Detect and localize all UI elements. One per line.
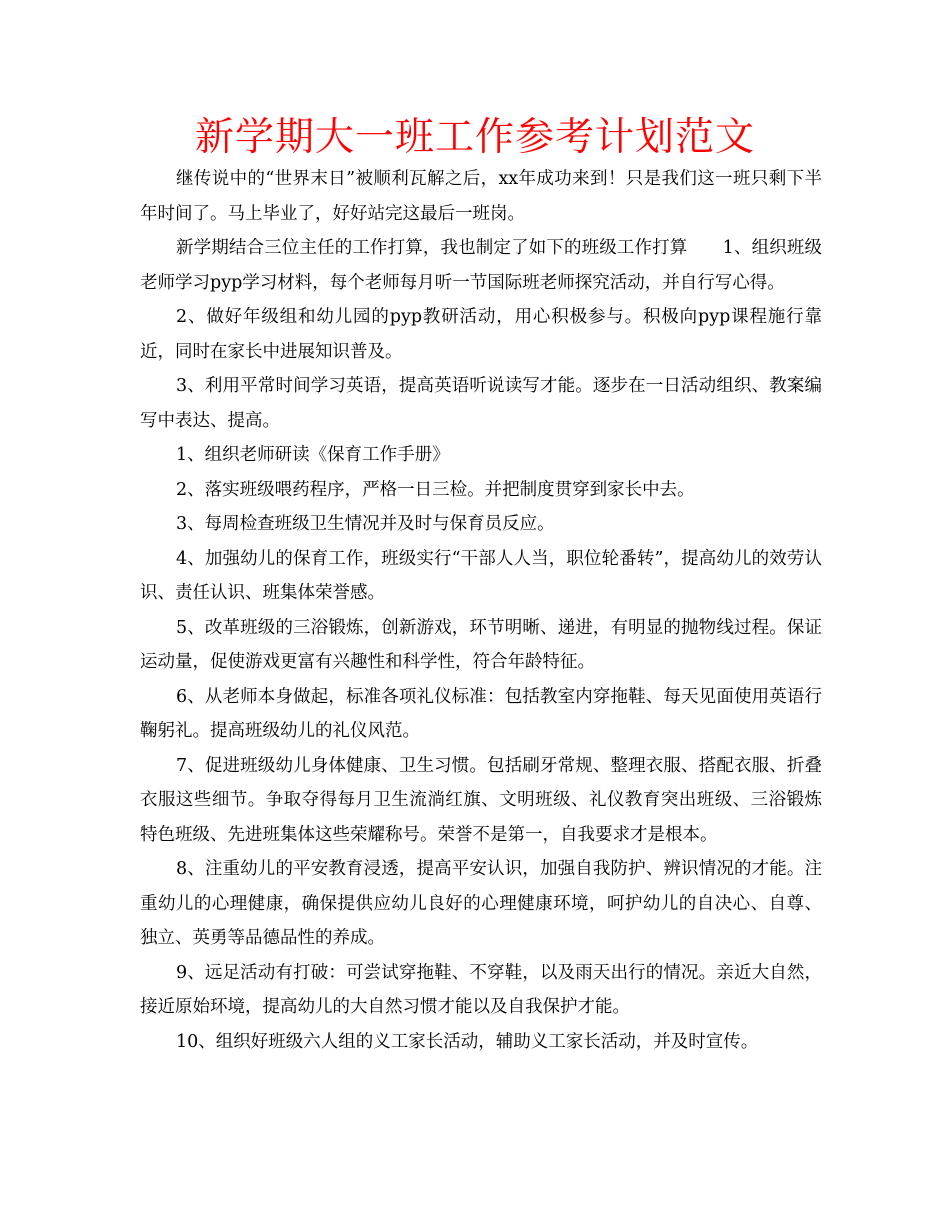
paragraph: 4、加强幼儿的保育工作，班级实行“干部人人当，职位轮番转”，提高幼儿的效劳认识、责任认识、班集体荣誉感。	[140, 548, 822, 603]
paragraph: 新学期结合三位主任的工作打算，我也制定了如下的班级工作打算 1、组织班级老师学习pyp学习材料，每个老师每月听一节国际班老师探究活动，并自行写心得。	[140, 238, 822, 293]
paragraph: 10、组织好班级六人组的义工家长活动，辅助义工家长活动，并及时宣传。	[176, 1031, 759, 1052]
document-body	[140, 162, 822, 1059]
paragraph: 1、组织老师研读《保育工作手册》	[176, 445, 450, 465]
paragraph: 3、利用平常时间学习英语，提高英语听说读写才能。逐步在一日活动组织、教案编写中表达、提高。	[140, 376, 822, 431]
paragraph: 2、做好年级组和幼儿园的pyp教研活动，用心积极参与。积极向pyp课程施行靠近，同时在家长中进展知识普及。	[140, 307, 822, 362]
paragraph: 8、注重幼儿的平安教育浸透，提高平安认识，加强自我防护、辨识情况的才能。注重幼儿的心理健康，确保提供应幼儿良好的心理健康环境，呵护幼儿的自决心、自尊、独立、英勇等品德品性的养成。	[140, 859, 822, 948]
paragraph: 3、每周检查班级卫生情况并及时与保育员反应。	[176, 514, 555, 534]
paragraph: 7、促进班级幼儿身体健康、卫生习惯。包括刷牙常规、整理衣服、搭配衣服、折叠衣服这些细节。争取夺得每月卫生流淌红旗、文明班级、礼仪教育突出班级、三浴锻炼特色班级、先进班集体这些荣耀称号。荣誉不是第一，自我要求才是根本。	[140, 755, 822, 845]
paragraph: 5、改革班级的三浴锻炼，创新游戏，环节明晰、递进，有明显的抛物线过程。保证运动量，促使游戏更富有兴趣性和科学性，符合年龄特征。	[140, 617, 822, 672]
paragraph: 6、从老师本身做起，标准各项礼仪标准：包括教室内穿拖鞋、每天见面使用英语行鞠躬礼。提高班级幼儿的礼仪风范。	[140, 686, 822, 741]
paragraph: 2、落实班级喂药程序，严格一日三检。并把制度贯穿到家长中去。	[176, 479, 695, 500]
paragraph: 9、远足活动有打破：可尝试穿拖鞋、不穿鞋，以及雨天出行的情况。亲近大自然，接近原始环境，提高幼儿的大自然习惯才能以及自我保护才能。	[140, 962, 822, 1017]
document-title: 新学期大一班工作参考计划范文	[194, 115, 755, 160]
paragraph: 继传说中的“世界末日”被顺利瓦解之后，xx年成功来到！只是我们这一班只剩下半年时间了。马上毕业了，好好站完这最后一班岗。	[140, 169, 822, 224]
